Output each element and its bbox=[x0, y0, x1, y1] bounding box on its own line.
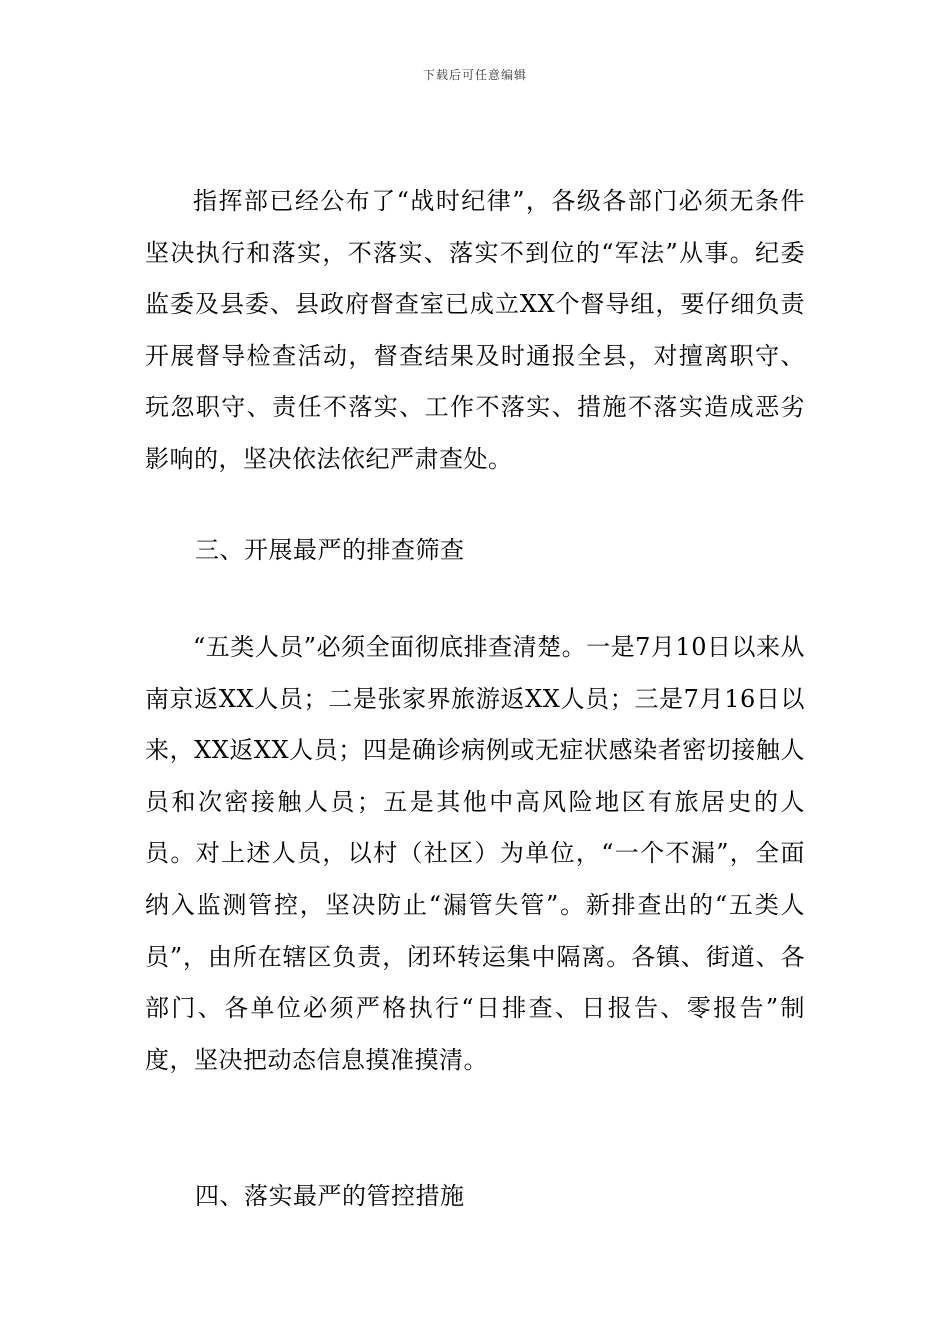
section-heading-3: 三、开展最严的排查筛查 bbox=[195, 536, 465, 564]
section-heading-4: 四、落实最严的管控措施 bbox=[195, 1182, 465, 1210]
header-note: 下载后可任意编辑 bbox=[422, 68, 527, 82]
paragraph-discipline: 指挥部已经公布了“战时纪律”，各级各部门必须无条件坚决执行和落实，不落实、落实不到位的“军法”从事。纪委监委及县委、县政府督查室已成立XX个督导组，要仔细负责开展督导检查活动，督查结果及时通报全县，对擅离职守、玩忽职守、责任不落实、工作不落实、措施不落实造成恶劣影响的，坚决依法依纪严肃查处。 bbox=[145, 187, 805, 473]
paragraph-five-categories: “五类人员”必须全面彻底排查清楚。一是7月10日以来从南京返XX人员；二是张家界旅游返XX人员；三是7月16日以来，XX返XX人员；四是确诊病例或无症状感染者密切接触人员和次密接触人员；五是其他中高风险地区有旅居史的人员。对上述人员，以村（社区）为单位，“一个不漏”，全面纳入监测管控，坚决防止“漏管失管”。新排查出的“五类人员”，由所在辖区负责，闭环转运集中隔离。各镇、街道、各部门、各单位必须严格执行“日排查、日报告、零报告”制度，坚决把动态信息摸准摸清。 bbox=[145, 633, 805, 1074]
